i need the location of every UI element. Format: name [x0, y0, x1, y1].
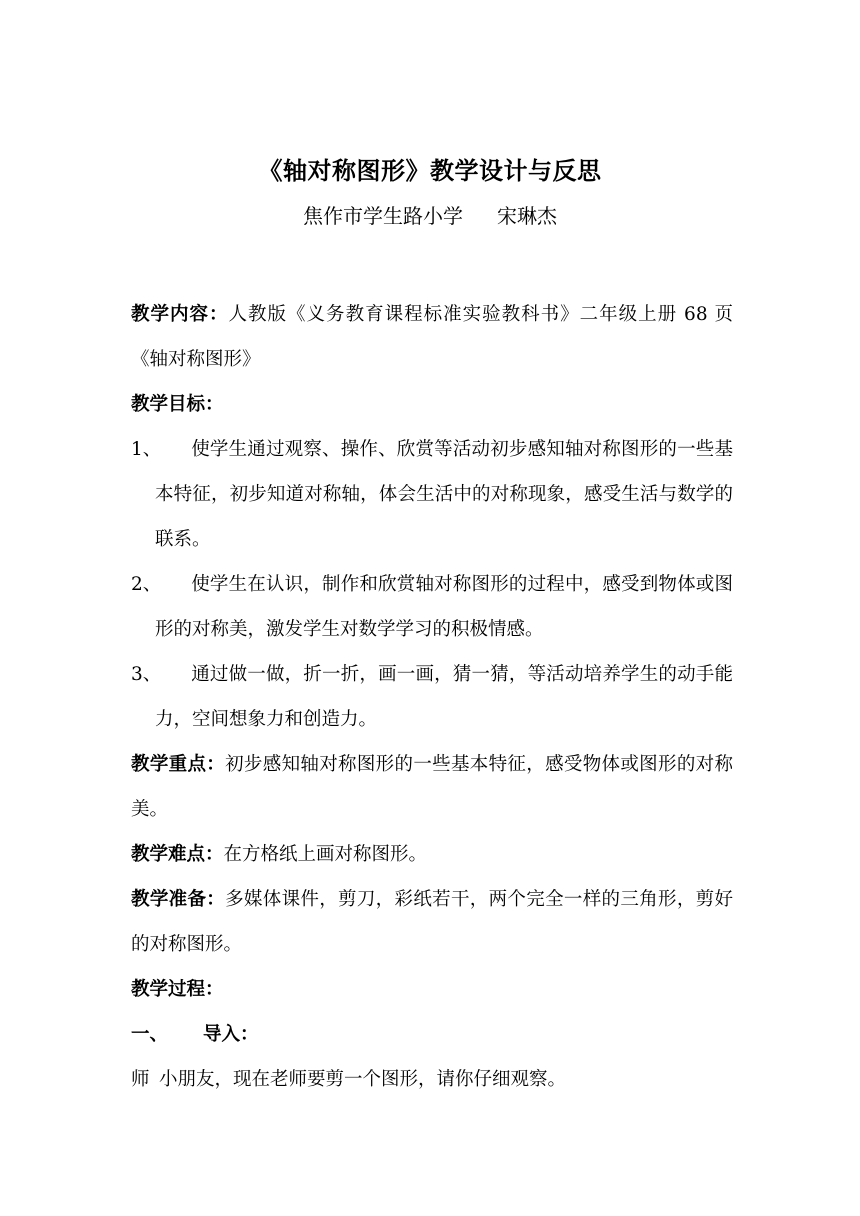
author-line [0, 201, 860, 231]
objective-item [131, 652, 733, 742]
objectives-heading [131, 382, 733, 427]
document-body [131, 292, 733, 1102]
key-point-text: 初步感知轴对称图形的一些基本特征，感受物体或图形的对称美。 [131, 754, 733, 820]
section-heading [131, 1012, 733, 1057]
section-number: 一、 [131, 1024, 169, 1045]
key-point-label: 教学重点： [131, 754, 226, 775]
objective-text: 使学生通过观察、操作、欣赏等活动初步感知轴对称图形的一些基本特征，初步知道对称轴，体会生活中的对称现象，感受生活与数学的联系。 [155, 439, 733, 550]
objective-item [131, 427, 733, 562]
dialog-line [131, 1057, 733, 1102]
objective-text: 通过做一做，折一折，画一画，猜一猜，等活动培养学生的动手能力，空间想象力和创造力。 [155, 664, 733, 730]
objective-number: 1、 [131, 439, 162, 460]
key-point [131, 742, 733, 832]
difficulty [131, 832, 733, 877]
difficulty-text: 在方格纸上画对称图形。 [223, 844, 428, 865]
objective-item [131, 562, 733, 652]
objective-number: 2、 [131, 574, 162, 595]
preparation-label: 教学准备： [131, 889, 226, 910]
author-name: 宋琳杰 [497, 204, 557, 228]
teaching-content-text: 人教版《义务教育课程标准实验教科书》二年级上册 68 页《轴对称图形》 [131, 304, 733, 370]
speaker-label: 师 [131, 1069, 150, 1090]
dialog-text: 小朋友，现在老师要剪一个图形，请你仔细观察。 [159, 1069, 567, 1090]
objective-text: 使学生在认识，制作和欣赏轴对称图形的过程中，感受到物体或图形的对称美，激发学生对数学学习的积极情感。 [155, 574, 733, 640]
process-heading [131, 967, 733, 1012]
teaching-content-label: 教学内容： [131, 304, 229, 325]
teaching-content [131, 292, 733, 382]
objectives-label: 教学目标： [131, 394, 224, 415]
school-name: 焦作市学生路小学 [303, 204, 463, 228]
difficulty-label: 教学难点： [131, 844, 224, 865]
objective-number: 3、 [131, 664, 162, 685]
preparation-text: 多媒体课件，剪刀，彩纸若干，两个完全一样的三角形，剪好的对称图形。 [131, 889, 733, 955]
section-label: 导入： [203, 1024, 259, 1045]
document-title: 《轴对称图形》教学设计与反思 [258, 156, 602, 185]
process-label: 教学过程： [131, 979, 224, 1000]
preparation [131, 877, 733, 967]
